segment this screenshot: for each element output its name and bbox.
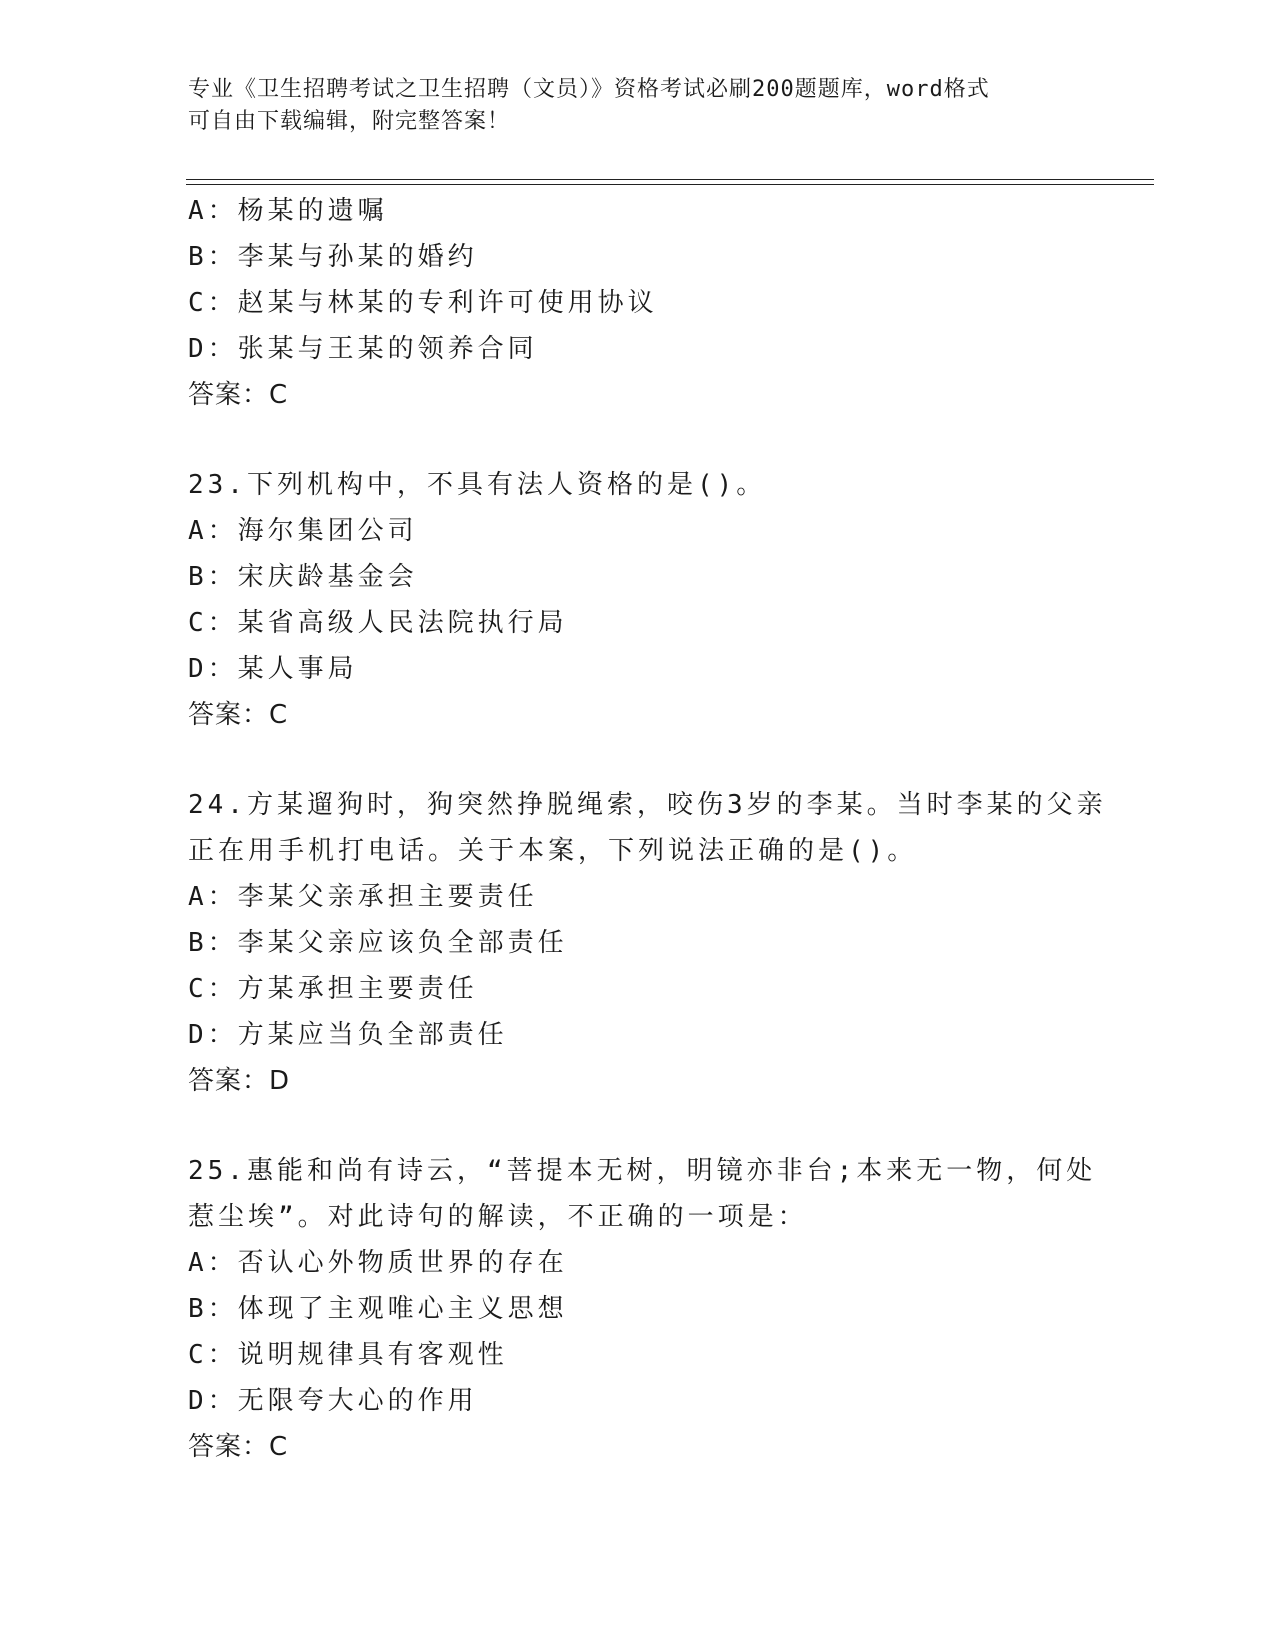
header-divider-top (186, 179, 1154, 180)
option-a: A：海尔集团公司 (188, 516, 418, 546)
option-c: C：方某承担主要责任 (188, 974, 478, 1004)
option-c: C：赵某与林某的专利许可使用协议 (188, 288, 658, 318)
question-24 (188, 782, 1107, 1104)
question-25 (188, 1148, 1097, 1470)
option-d: D：方某应当负全部责任 (188, 1020, 508, 1050)
answer: 答案：C (188, 380, 289, 410)
option-d: D：张某与王某的领养合同 (188, 334, 538, 364)
option-b: B：宋庆龄基金会 (188, 562, 418, 592)
document-header (188, 74, 1088, 138)
question-23 (188, 462, 1088, 738)
option-b: B：李某与孙某的婚约 (188, 242, 478, 272)
question-stem: 24.方某遛狗时，狗突然挣脱绳索，咬伤3岁的李某。当时李某的父亲 (188, 790, 1107, 820)
answer: 答案：C (188, 700, 289, 730)
option-d: D：某人事局 (188, 654, 358, 684)
option-b: B：体现了主观唯心主义思想 (188, 1294, 568, 1324)
question-stem: 25.惠能和尚有诗云，“菩提本无树，明镜亦非台;本来无一物，何处 (188, 1156, 1097, 1186)
option-b: B：李某父亲应该负全部责任 (188, 928, 568, 958)
answer: 答案：D (188, 1066, 291, 1096)
option-d: D：无限夸大心的作用 (188, 1386, 478, 1416)
question-stem-continued: 正在用手机打电话。关于本案，下列说法正确的是()。 (188, 836, 918, 866)
option-a: A：杨某的遗嘱 (188, 196, 388, 226)
question-list (188, 188, 1107, 1470)
option-a: A：否认心外物质世界的存在 (188, 1248, 568, 1278)
question-stem-continued: 惹尘埃”。对此诗句的解读，不正确的一项是： (188, 1202, 808, 1232)
header-divider-bottom (186, 184, 1154, 185)
question-22 (188, 188, 1088, 418)
header-line-1: 专业《卫生招聘考试之卫生招聘（文员）》资格考试必刷200题题库，word格式 (188, 77, 990, 102)
question-stem: 23.下列机构中，不具有法人资格的是()。 (188, 470, 767, 500)
answer: 答案：C (188, 1432, 289, 1462)
header-line-2: 可自由下载编辑，附完整答案！ (188, 109, 511, 134)
option-c: C：某省高级人民法院执行局 (188, 608, 568, 638)
option-c: C：说明规律具有客观性 (188, 1340, 508, 1370)
option-a: A：李某父亲承担主要责任 (188, 882, 538, 912)
